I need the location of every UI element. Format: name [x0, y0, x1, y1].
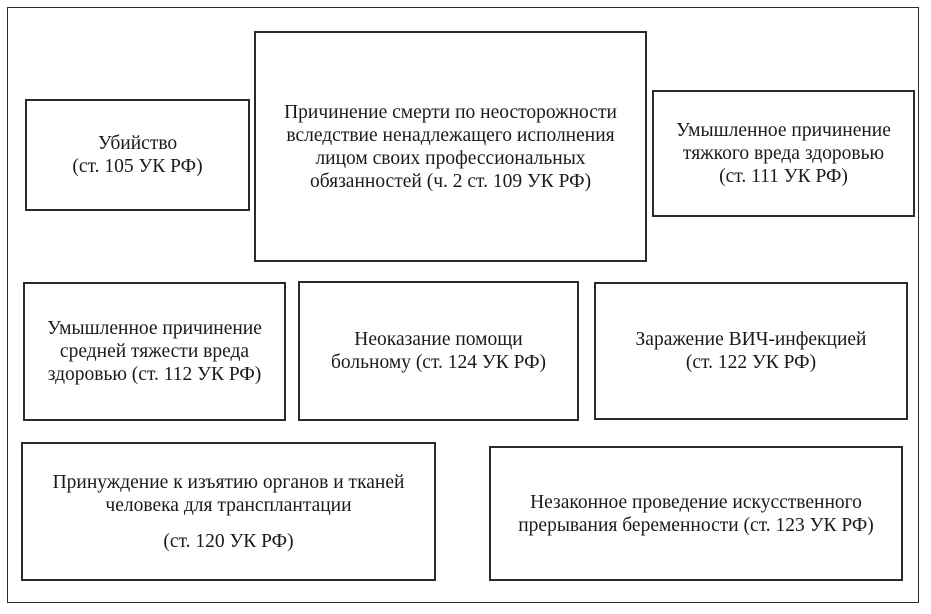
box-line: человека для трансплантации [105, 494, 352, 516]
box-line: (ст. 105 УК РФ) [72, 156, 203, 177]
box-line: Убийство [97, 133, 178, 154]
box-hiv-infection [594, 282, 908, 420]
box-line: Принуждение к изъятию органов и тканей [52, 471, 405, 493]
box-line: Причинение смерти по неосторожности [284, 101, 617, 123]
box-negligent-death [254, 31, 647, 262]
box-grave-harm [652, 90, 915, 217]
box-line: тяжкого вреда здоровью [682, 143, 885, 164]
box-organ-removal [21, 442, 436, 581]
box-line: вследствие ненадлежащего исполнения [286, 124, 615, 146]
box-line: (ст. 120 УК РФ) [163, 530, 294, 552]
box-line: обязанностей (ч. 2 ст. 109 УК РФ) [309, 170, 592, 192]
box-line: здоровью (ст. 112 УК РФ) [47, 364, 262, 385]
box-line: Умышленное причинение [676, 120, 891, 141]
box-murder [25, 99, 250, 211]
box-failure-to-assist [298, 281, 579, 421]
box-illegal-abortion [489, 446, 903, 581]
box-line: Незаконное проведение искусственного [530, 491, 862, 513]
box-moderate-harm [23, 282, 286, 421]
box-line: (ст. 122 УК РФ) [685, 352, 817, 373]
box-line: средней тяжести вреда [59, 341, 250, 362]
box-line: Неоказание помощи [354, 329, 523, 350]
box-line: (ст. 111 УК РФ) [719, 166, 848, 187]
box-line: лицом своих профессиональных [315, 147, 586, 169]
box-line: Заражение ВИЧ-инфекцией [635, 329, 867, 350]
box-line: прерывания беременности (ст. 123 УК РФ) [518, 514, 874, 536]
box-line: больному (ст. 124 УК РФ) [331, 352, 546, 373]
box-line: Умышленное причинение [47, 318, 262, 339]
